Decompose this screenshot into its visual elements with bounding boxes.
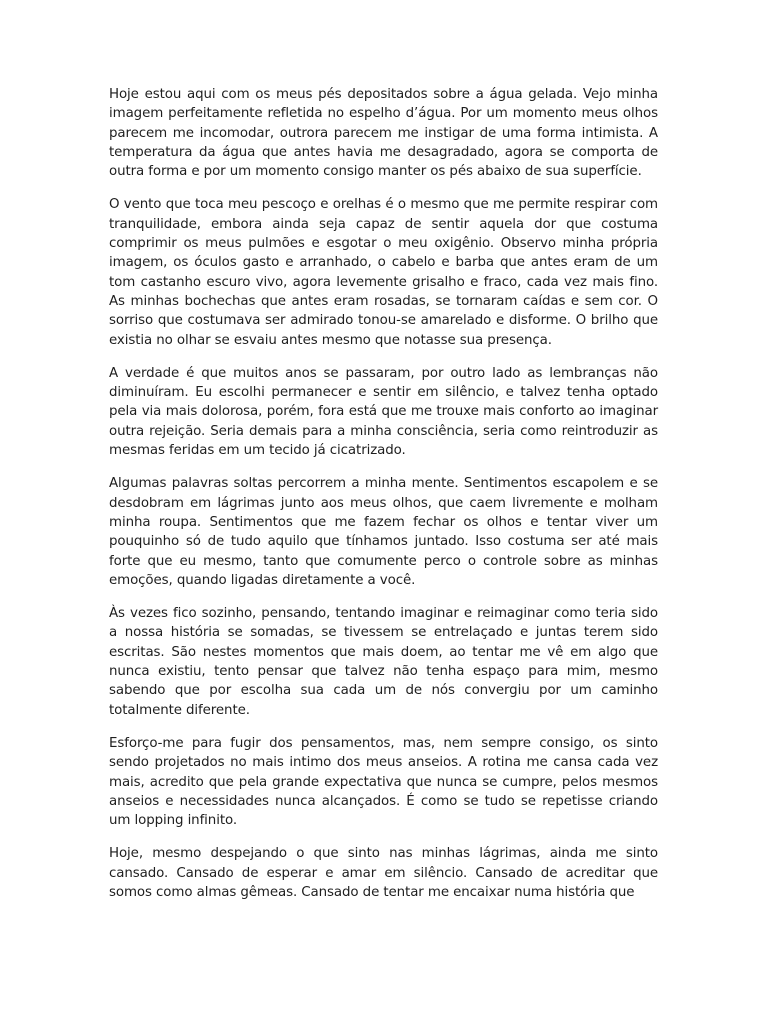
paragraph-1: Hoje estou aqui com os meus pés depositados sobre a água gelada. Vejo minha imagem perfeitamente refletida no espelho d’água. Por um momento meus olhos parecem me incomodar, outrora parecem me instigar de uma forma intimista. A temperatura da água que antes havia me desagradado, agora se comporta de outra forma e por um momento consigo manter os pés abaixo de sua superfície. (109, 87, 658, 180)
paragraph-2: O vento que toca meu pescoço e orelhas é o mesmo que me permite respirar com tranquilidade, embora ainda seja capaz de sentir aquela dor que costuma comprimir os meus pulmões e esgotar o meu oxigênio. Observo minha própria imagem, os óculos gasto e arranhado, o cabelo e barba que antes eram de um tom castanho escuro vivo, agora levemente grisalho e fraco, cada vez mais fino. As minhas bochechas que antes eram rosadas, se tornaram caídas e sem cor. O sorriso que costumava ser admirado tonou-se amarelado e disforme. O brilho que existia no olhar se esvaiu antes mesmo que notasse sua presença. (109, 197, 658, 348)
paragraph-7: Hoje, mesmo despejando o que sinto nas minhas lágrimas, ainda me sinto cansado. Cansado de esperar e amar em silêncio. Cansado de acreditar que somos como almas gêmeas. Cansado de tentar me encaixar numa história que (109, 846, 658, 900)
paragraph-4: Algumas palavras soltas percorrem a minha mente. Sentimentos escapolem e se desdobram em lágrimas junto aos meus olhos, que caem livremente e molham minha roupa. Sentimentos que me fazem fechar os olhos e tentar viver um pouquinho só de tudo aquilo que tínhamos juntado. Isso costuma ser até mais forte que eu mesmo, tanto que comumente perco o controle sobre as minhas emoções, quando ligadas diretamente a você. (109, 476, 658, 588)
paragraph-6: Esforço-me para fugir dos pensamentos, mas, nem sempre consigo, os sinto sendo projetados no mais intimo dos meus anseios. A rotina me cansa cada vez mais, acredito que pela grande expectativa que nunca se cumpre, pelos mesmos anseios e necessidades nunca alcançados. É como se tudo se repetisse criando um lopping infinito. (109, 735, 658, 829)
paragraph-5: Às vezes fico sozinho, pensando, tentando imaginar e reimaginar como teria sido a nossa história se somadas, se tivessem se entrelaçado e juntas terem sido escritas. São nestes momentos que mais doem, ao tentar me vê em algo que nunca existiu, tento pensar que talvez não tenha espaço para mim, mesmo sabendo que por escolha sua cada um de nós convergiu por um caminho totalmente diferente. (109, 606, 658, 718)
paragraph-3: A verdade é que muitos anos se passaram, por outro lado as lembranças não diminuíram. Eu escolhi permanecer e sentir em silêncio, e talvez tenha optado pela via mais dolorosa, porém, fora está que me trouxe mais conforto ao imaginar outra rejeição. Seria demais para a minha consciência, seria como reintroduzir as mesmas feridas em um tecido já cicatrizado. (109, 365, 658, 459)
document-page (109, 85, 658, 902)
